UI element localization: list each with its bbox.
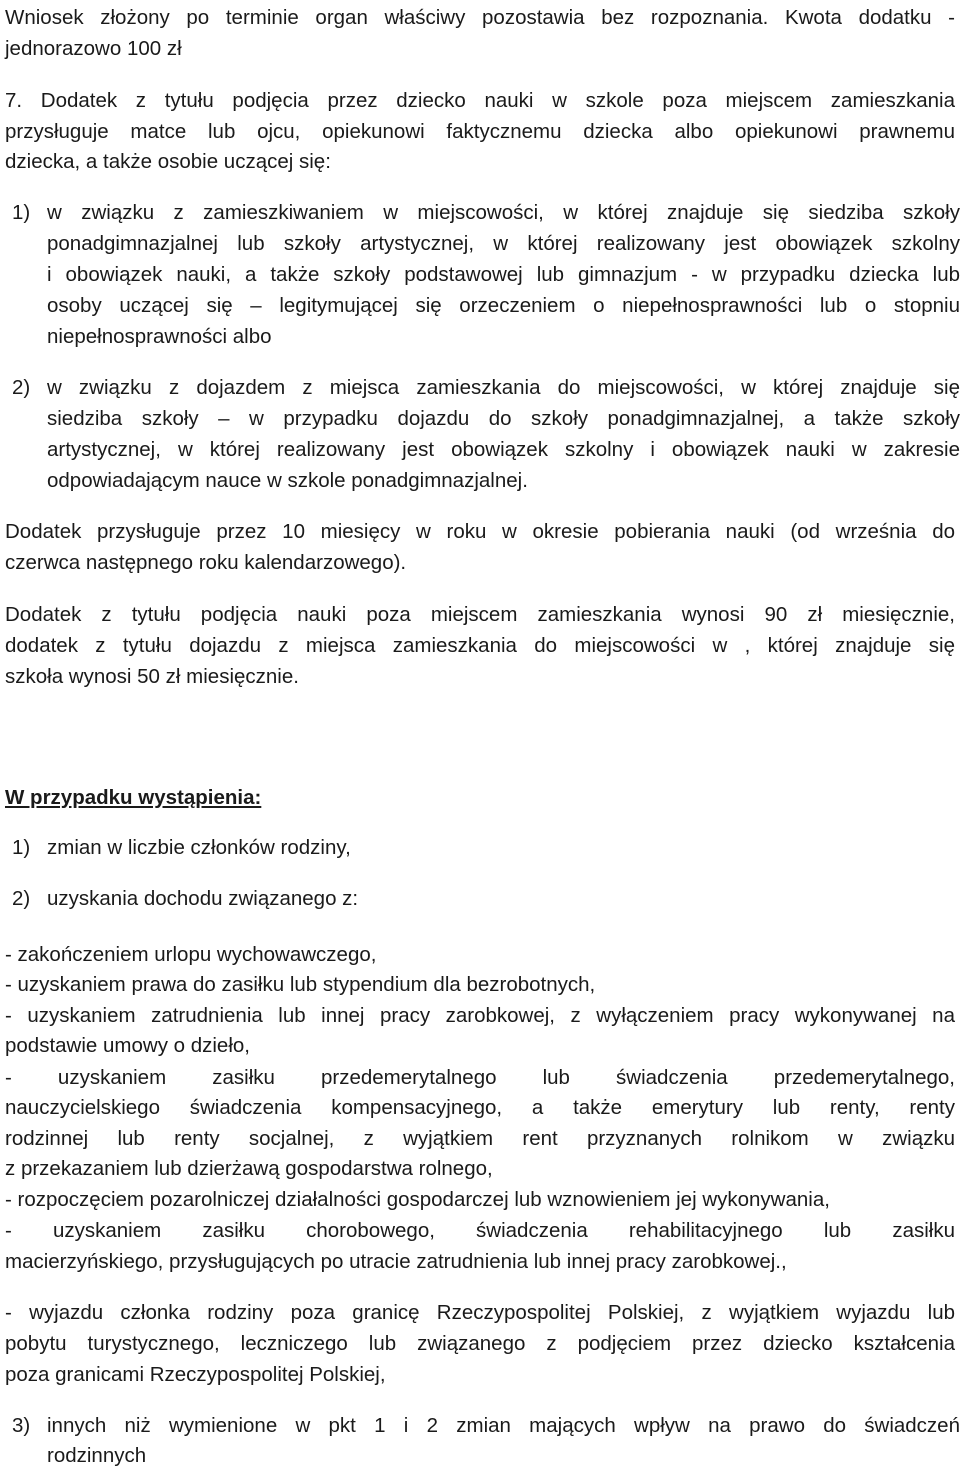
amounts-line-1: Dodatek z tytułu podjęcia nauki poza miejscem zamieszkania wynosi 90 zł miesięcznie, bbox=[5, 603, 955, 626]
months-line-1: Dodatek przysługuje przez 10 miesięcy w roku w okresie pobierania nauki (od września do bbox=[5, 520, 955, 543]
dash-line-10: - uzyskaniem zasiłku chorobowego, świadczenia rehabilitacyjnego lub zasiłku bbox=[5, 1219, 955, 1242]
amounts-line-3: szkoła wynosi 50 zł miesięcznie. bbox=[5, 665, 299, 688]
item1-line-4: osoby uczącej się – legitymującej się orzeczeniem o niepełnosprawności lub o stopniu bbox=[47, 294, 960, 317]
case3-line-2: rodzinnych bbox=[47, 1444, 147, 1467]
case1-text: zmian w liczbie członków rodziny, bbox=[47, 836, 351, 859]
amounts-line-2: dodatek z tytułu dojazdu z miejsca zamieszkania do miejscowości w , której znajduje się bbox=[5, 634, 955, 657]
item1-number: 1) bbox=[12, 201, 31, 224]
intro-line-1: Wniosek złożony po terminie organ właściwy pozostawia bez rozpoznania. Kwota dodatku - bbox=[5, 6, 955, 29]
case1-number: 1) bbox=[12, 836, 31, 859]
item2-line-2: siedziba szkoły – w przypadku dojazdu do szkoły ponadgimnazjalnej, a także szkoły bbox=[47, 407, 960, 430]
item2-line-1: w związku z dojazdem z miejsca zamieszkania do miejscowości, w której znajduje się bbox=[47, 376, 960, 399]
intro-line-2: jednorazowo 100 zł bbox=[5, 37, 182, 60]
dash-line-8: z przekazaniem lub dzierżawą gospodarstwa rolnego, bbox=[5, 1157, 493, 1180]
dash-line-3: - uzyskaniem zatrudnienia lub innej pracy zarobkowej, z wyłączeniem pracy wykonywanej na bbox=[5, 1004, 955, 1027]
item1-line-1: w związku z zamieszkiwaniem w miejscowości, w której znajduje się siedziba szkoły bbox=[47, 201, 960, 224]
case2-number: 2) bbox=[12, 887, 31, 910]
p7-line-2: przysługuje matce lub ojcu, opiekunowi faktycznemu dziecka albo opiekunowi prawnemu bbox=[5, 120, 955, 143]
p7-line-1: 7. Dodatek z tytułu podjęcia przez dziecko nauki w szkole poza miejscem zamieszkania bbox=[5, 89, 955, 112]
dash-line-11: macierzyńskiego, przysługujących po utracie zatrudnienia lub innej pracy zarobkowej., bbox=[5, 1250, 787, 1273]
dash-line-1: - zakończeniem urlopu wychowawczego, bbox=[5, 943, 377, 966]
abroad-line-3: poza granicami Rzeczypospolitej Polskiej, bbox=[5, 1363, 386, 1386]
case3-line-1: innych niż wymienione w pkt 1 i 2 zmian mających wpływ na prawo do świadczeń bbox=[47, 1414, 960, 1437]
item1-line-5: niepełnosprawności albo bbox=[47, 325, 272, 348]
dash-line-4: podstawie umowy o dzieło, bbox=[5, 1034, 250, 1057]
abroad-line-2: pobytu turystycznego, leczniczego lub związanego z podjęciem przez dziecko kształcenia bbox=[5, 1332, 955, 1355]
item2-number: 2) bbox=[12, 376, 31, 399]
section-heading: W przypadku wystąpienia: bbox=[5, 786, 262, 809]
dash-line-7: rodzinnej lub renty socjalnej, z wyjątkiem rent przyznanych rolnikom w związku bbox=[5, 1127, 955, 1150]
p7-line-3: dziecka, a także osobie uczącej się: bbox=[5, 150, 331, 173]
dash-line-6: nauczycielskiego świadczenia kompensacyjnego, a także emerytury lub renty, renty bbox=[5, 1096, 955, 1119]
case3-number: 3) bbox=[12, 1414, 31, 1437]
abroad-line-1: - wyjazdu członka rodziny poza granicę Rzeczypospolitej Polskiej, z wyjątkiem wyjazdu lub bbox=[5, 1301, 955, 1324]
item2-line-4: odpowiadającym nauce w szkole ponadgimnazjalnej. bbox=[47, 469, 528, 492]
dash-line-5: - uzyskaniem zasiłku przedemerytalnego lub świadczenia przedemerytalnego, bbox=[5, 1066, 955, 1089]
item2-line-3: artystycznej, w której realizowany jest obowiązek szkolny i obowiązek nauki w zakresie bbox=[47, 438, 960, 461]
dash-line-2: - uzyskaniem prawa do zasiłku lub stypendium dla bezrobotnych, bbox=[5, 973, 596, 996]
dash-line-9: - rozpoczęciem pozarolniczej działalności gospodarczej lub wznowieniem jej wykonywania, bbox=[5, 1188, 830, 1211]
item1-line-3: i obowiązek nauki, a także szkoły podstawowej lub gimnazjum - w przypadku dziecka lub bbox=[47, 263, 960, 286]
months-line-2: czerwca następnego roku kalendarzowego). bbox=[5, 551, 407, 574]
item1-line-2: ponadgimnazjalnej lub szkoły artystycznej, w której realizowany jest obowiązek szkolny bbox=[47, 232, 960, 255]
case2-text: uzyskania dochodu związanego z: bbox=[47, 887, 359, 910]
